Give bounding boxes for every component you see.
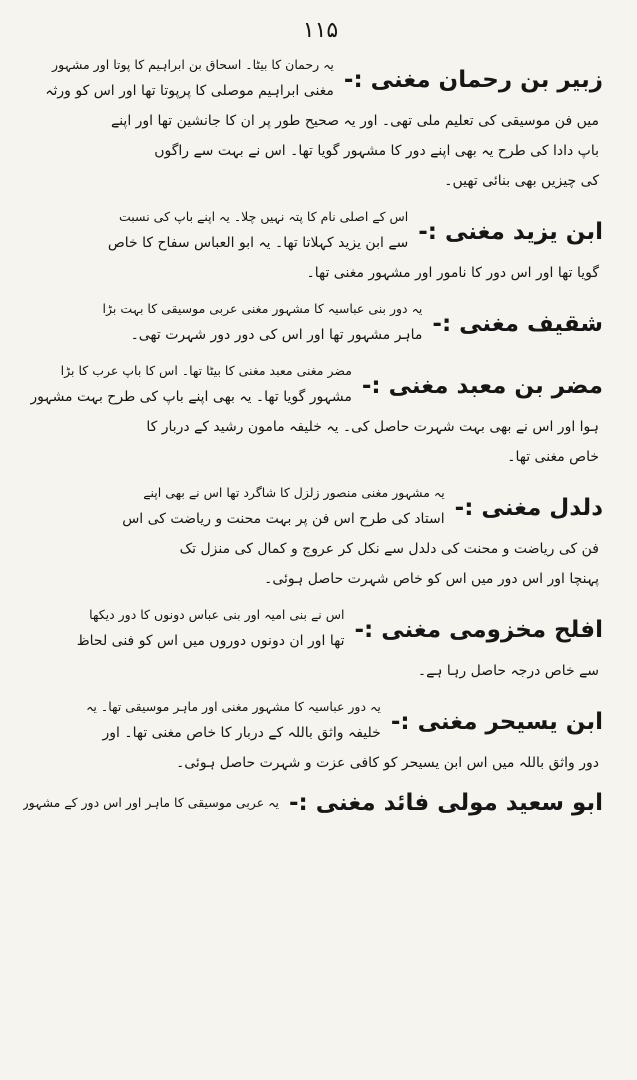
entry-heading: مضر بن معبد مغنی :-: [361, 373, 603, 399]
entry-body: [38, 748, 603, 778]
text-line: یہ مشہور مغنی منصور زلزل کا شاگرد تھا اس نے بھی اپنے: [143, 485, 445, 500]
entry-intro-lines: [38, 298, 422, 350]
entry-body: [38, 656, 603, 686]
text-line: یہ دور بنی عباسیہ کا مشہور مغنی عربی موسیقی کا بہت بڑا: [102, 301, 423, 316]
text-line: یہ عربی موسیقی کا ماہر اور اس دور کے مشہور: [22, 795, 279, 810]
entries-list: [22, 54, 603, 818]
entry-header-row: [38, 604, 603, 656]
entry-body: [38, 258, 603, 288]
entry-header-row: [38, 696, 603, 748]
biography-entry: [30, 360, 603, 472]
entry-intro-lines: [30, 360, 352, 412]
entry-body: [38, 412, 603, 472]
entry-header-row: [38, 298, 603, 350]
entry-header-row: [38, 482, 603, 534]
text-line: مغنی ابراہیم موصلی کا پرپوتا تھا اور اس کو ورثہ: [45, 83, 334, 99]
biography-entry: [38, 482, 603, 594]
text-line: گویا تھا اور اس دور کا نامور اور مشہور مغنی تھا۔: [306, 265, 599, 281]
text-line: استاد کی طرح اس فن پر بہت محنت و ریاضت کی اس: [122, 511, 445, 527]
entry-heading: شقیف مغنی :-: [432, 311, 603, 337]
text-line: دور واثق باللہ میں اس ابن یسیحر کو کافی عزت و شہرت حاصل ہوئی۔: [176, 755, 599, 771]
text-line: خلیفہ واثق باللہ کے دربار کا خاص مغنی تھا۔ اور: [102, 725, 381, 741]
entry-intro-lines: [23, 792, 279, 814]
entry-header-row: [38, 206, 603, 258]
text-line: اس نے بنی امیہ اور بنی عباس دونوں کا دور دیکھا: [89, 607, 345, 622]
text-line: مضر مغنی معبد مغنی کا بیٹا تھا۔ اس کا باپ عرب کا بڑا: [60, 363, 352, 378]
entry-body: [38, 534, 603, 594]
text-line: باپ دادا کی طرح یہ بھی اپنے دور کا مشہور گویا تھا۔ اس نے بہت سے راگوں: [154, 143, 599, 159]
text-line: یہ دور عباسیہ کا مشہور مغنی اور ماہر موسیقی تھا۔ یہ: [86, 699, 381, 714]
text-line: ہوا اور اس نے بھی بہت شہرت حاصل کی۔ یہ خلیفہ مامون رشید کے دربار کا: [146, 419, 599, 435]
text-line: سے ابن یزید کہلاتا تھا۔ یہ ابو العباس سفاح کا خاص: [107, 235, 409, 251]
entry-intro-lines: [38, 54, 334, 106]
biography-entry: [38, 604, 603, 686]
entry-heading: زبیر بن رحمان مغنی :-: [343, 67, 603, 93]
text-line: کی چیزیں بھی بنائی تھیں۔: [444, 173, 599, 189]
entry-heading: ابن یزید مغنی :-: [418, 219, 603, 245]
entry-header-row: [22, 788, 603, 818]
entry-header-row: [38, 54, 603, 106]
text-line: مشہور گویا تھا۔ یہ بھی اپنے باپ کی طرح بہت مشہور: [30, 389, 352, 405]
entry-heading: دلدل مغنی :-: [454, 495, 603, 521]
text-line: سے خاص درجہ حاصل رہا ہے۔: [417, 663, 599, 679]
biography-entry: [22, 788, 603, 818]
text-line: تھا اور ان دونوں دوروں میں اس کو فنی لحاظ: [76, 633, 345, 649]
biography-entry: [38, 696, 603, 778]
text-line: پہنچا اور اس دور میں اس کو خاص شہرت حاصل ہوئی۔: [264, 571, 599, 587]
page-number: ۱۱۵: [302, 18, 339, 43]
entry-intro-lines: [38, 206, 408, 258]
entry-intro-lines: [38, 482, 445, 534]
text-line: فن کی ریاضت و محنت کی دلدل سے نکل کر عروج و کمال کی منزل تک: [179, 541, 599, 557]
entry-body: [38, 106, 603, 196]
biography-entry: [38, 298, 603, 350]
entry-heading: ابو سعید مولی فائد مغنی :-: [288, 790, 603, 816]
text-line: ماہر مشہور تھا اور اس کی دور دور شہرت تھی۔: [130, 327, 423, 343]
text-line: خاص مغنی تھا۔: [507, 449, 599, 465]
biography-entry: [38, 54, 603, 196]
entry-heading: ابن یسیحر مغنی :-: [390, 709, 603, 735]
entry-intro-lines: [38, 604, 345, 656]
text-line: اس کے اصلی نام کا پتہ نہیں چلا۔ یہ اپنے باپ کی نسبت: [119, 209, 409, 224]
biography-entry: [38, 206, 603, 288]
entry-heading: افلح مخزومی مغنی :-: [354, 617, 603, 643]
text-line: یہ رحمان کا بیٹا۔ اسحاق بن ابراہیم کا پوتا اور مشہور: [52, 57, 334, 72]
entry-header-row: [30, 360, 603, 412]
entry-intro-lines: [38, 696, 381, 748]
text-line: میں فن موسیقی کی تعلیم ملی تھی۔ اور یہ صحیح طور پر ان کا جانشین تھا اور اپنے: [111, 113, 599, 129]
